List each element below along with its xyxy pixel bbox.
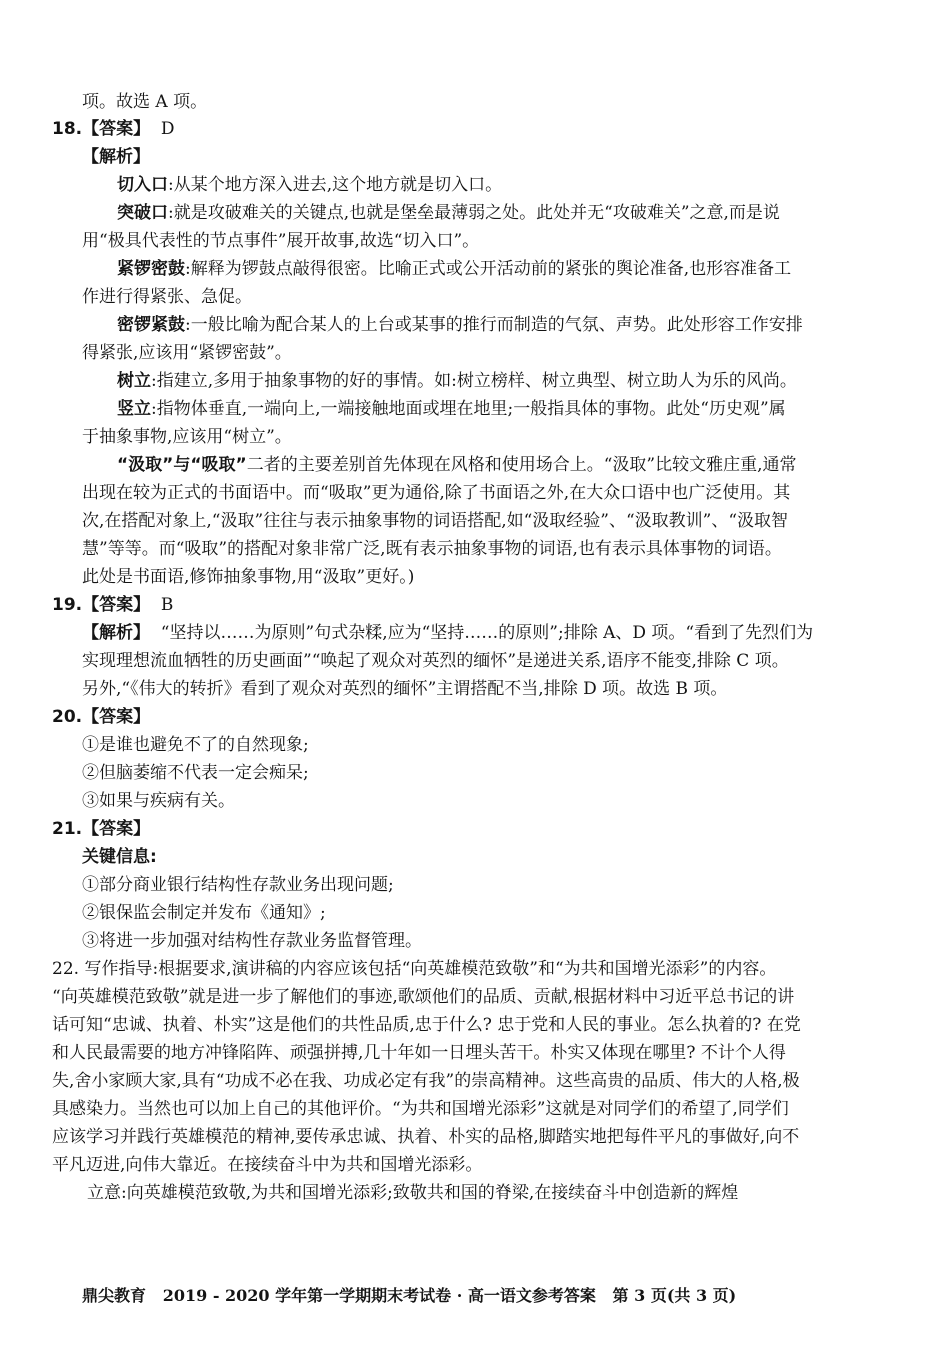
text-line: [82, 90, 207, 114]
text-run: :就是攻破难关的关键点,也就是堡垒最薄弱之处。此处并无“攻破难关”之意,而是说: [168, 203, 780, 223]
text-line: [52, 593, 173, 617]
bold-label: 【解析】: [82, 623, 150, 643]
text-run: 话可知“忠诚、执着、朴实”这是他们的共性品质,忠于什么? 忠于党和人民的事业。怎么执着的? 在党: [52, 1015, 801, 1035]
bold-label: 突破口: [117, 203, 168, 223]
text-run: ②但脑萎缩不代表一定会痴呆;: [82, 763, 309, 783]
bold-label: 关键信息:: [82, 847, 157, 867]
text-run: B: [150, 595, 174, 615]
text-run: 作进行得紧张、急促。: [82, 287, 252, 307]
bold-label: 密锣紧鼓: [117, 315, 185, 335]
bold-label: 竖立: [117, 399, 151, 419]
text-run: 项。故选 A 项。: [82, 92, 208, 112]
text-line: [52, 985, 794, 1009]
bold-label: 树立: [117, 371, 151, 391]
text-line: [82, 677, 727, 701]
text-line: [117, 313, 803, 337]
text-line: [82, 285, 252, 309]
text-line: [52, 817, 150, 841]
text-line: [82, 509, 788, 533]
text-line: [82, 229, 479, 253]
text-line: [52, 1125, 799, 1149]
text-line: [82, 481, 790, 505]
text-run: :解释为锣鼓点敲得很密。比喻正式或公开活动前的紧张的舆论准备,也形容准备工: [185, 259, 792, 279]
text-run: 得紧张,应该用“紧锣密鼓”。: [82, 343, 292, 363]
text-run: 22. 写作指导:根据要求,演讲稿的内容应该包括“向英雄模范致敬”和“为共和国增光添彩”的内容。: [52, 959, 777, 979]
text-run: ①部分商业银行结构性存款业务出现问题;: [82, 875, 394, 895]
bold-label: 19.【答案】: [52, 595, 151, 615]
text-run: “向英雄模范致敬”就是进一步了解他们的事迹,歌颂他们的品质、贡献,根据材料中习近平总书记的讲: [52, 987, 795, 1007]
bold-label: 18.【答案】: [52, 119, 151, 139]
text-line: [52, 1069, 800, 1093]
text-line: [52, 1013, 801, 1037]
text-line: [52, 1041, 786, 1065]
text-run: 平凡迈进,向伟大靠近。在接续奋斗中为共和国增光添彩。: [52, 1155, 483, 1175]
text-run: ③如果与疾病有关。: [82, 791, 235, 811]
text-line: [82, 789, 235, 813]
text-line: [82, 929, 422, 953]
text-line: [82, 649, 789, 673]
text-run: 和人民最需要的地方冲锋陷阵、顽强拼搏,几十年如一日埋头苦干。朴实又体现在哪里? 不计个人得: [52, 1043, 786, 1063]
text-run: 慧”等等。而“吸取”的搭配对象非常广泛,既有表示抽象事物的词语,也有表示具体事物的词语。: [82, 539, 782, 559]
text-run: “坚持以……为原则”句式杂糅,应为“坚持……的原则”;排除 A、D 项。“看到了先烈们为: [150, 623, 814, 643]
bold-label: 【解析】: [82, 147, 150, 167]
text-line: [82, 733, 309, 757]
text-line: [52, 1153, 482, 1177]
text-line: [117, 453, 797, 477]
text-line: [82, 341, 292, 365]
text-run: :一般比喻为配合某人的上台或某事的推行而制造的气氛、声势。此处形容工作安排: [185, 315, 803, 335]
text-run: :从某个地方深入进去,这个地方就是切入口。: [168, 175, 503, 195]
text-line: [82, 621, 813, 645]
text-line: [117, 173, 502, 197]
text-line: [82, 873, 394, 897]
text-run: 失,舍小家顾大家,具有“功成不必在我、功成必定有我”的崇高精神。这些高贵的品质、伟大的人格,极: [52, 1071, 800, 1091]
text-run: 用“极具代表性的节点事件”展开故事,故选“切入口”。: [82, 231, 480, 251]
text-line: [52, 705, 150, 729]
text-line: [82, 425, 292, 449]
text-run: 具感染力。当然也可以加上自己的其他评价。“为共和国增光添彩”这就是对同学们的希望了,同学们: [52, 1099, 789, 1119]
text-run: :指建立,多用于抽象事物的好的事情。如:树立榜样、树立典型、树立助人为乐的风尚。: [151, 371, 797, 391]
text-line: [117, 369, 797, 393]
bold-label: “汲取”与“吸取”: [117, 455, 247, 475]
text-run: 立意:向英雄模范致敬,为共和国增光添彩;致敬共和国的脊梁,在接续奋斗中创造新的辉煌: [87, 1183, 739, 1203]
text-line: [52, 1097, 789, 1121]
text-line: [117, 397, 786, 421]
text-line: [82, 845, 157, 869]
text-line: [117, 257, 791, 281]
text-run: 此处是书面语,修饰抽象事物,用“汲取”更好。): [82, 567, 415, 587]
text-line: [82, 145, 150, 169]
text-run: 二者的主要差别首先体现在风格和使用场合上。“汲取”比较文雅庄重,通常: [246, 455, 797, 475]
bold-label: 21.【答案】: [52, 819, 151, 839]
text-run: 次,在搭配对象上,“汲取”往往与表示抽象事物的词语搭配,如“汲取经验”、“汲取教训”、“汲取智: [82, 511, 789, 531]
text-line: [82, 901, 326, 925]
text-run: 于抽象事物,应该用“树立”。: [82, 427, 292, 447]
text-run: 出现在较为正式的书面语中。而“吸取”更为通俗,除了书面语之外,在大众口语中也广泛使用。其: [82, 483, 791, 503]
text-line: [52, 117, 175, 141]
text-run: 应该学习并践行英雄模范的精神,要传承忠诚、执着、朴实的品格,脚踏实地把每件平凡的事做好,向不: [52, 1127, 800, 1147]
text-run: 实现理想流血牺牲的历史画面”“唤起了观众对英烈的缅怀”是递进关系,语序不能变,排除 C 项。: [82, 651, 789, 671]
text-line: [117, 201, 780, 225]
text-line: [82, 537, 782, 561]
text-run: ②银保监会制定并发布《通知》;: [82, 903, 326, 923]
text-run: D: [150, 119, 175, 139]
text-line: [82, 761, 309, 785]
page-footer: 鼎尖教育 2019 - 2020 学年第一学期期末考试卷 · 高一语文参考答案 第 3 页(共 3 页): [82, 1286, 737, 1305]
text-line: [52, 957, 776, 981]
text-run: 另外,“《伟大的转折》看到了观众对英烈的缅怀”主谓搭配不当,排除 D 项。故选 B 项。: [82, 679, 728, 699]
text-run: ③将进一步加强对结构性存款业务监督管理。: [82, 931, 422, 951]
text-run: :指物体垂直,一端向上,一端接触地面或埋在地里;一般指具体的事物。此处“历史观”属: [151, 399, 786, 419]
bold-label: 切入口: [117, 175, 168, 195]
text-line: [82, 565, 414, 589]
text-line: [87, 1181, 738, 1205]
text-run: ①是谁也避免不了的自然现象;: [82, 735, 309, 755]
bold-label: 20.【答案】: [52, 707, 151, 727]
bold-label: 紧锣密鼓: [117, 259, 185, 279]
